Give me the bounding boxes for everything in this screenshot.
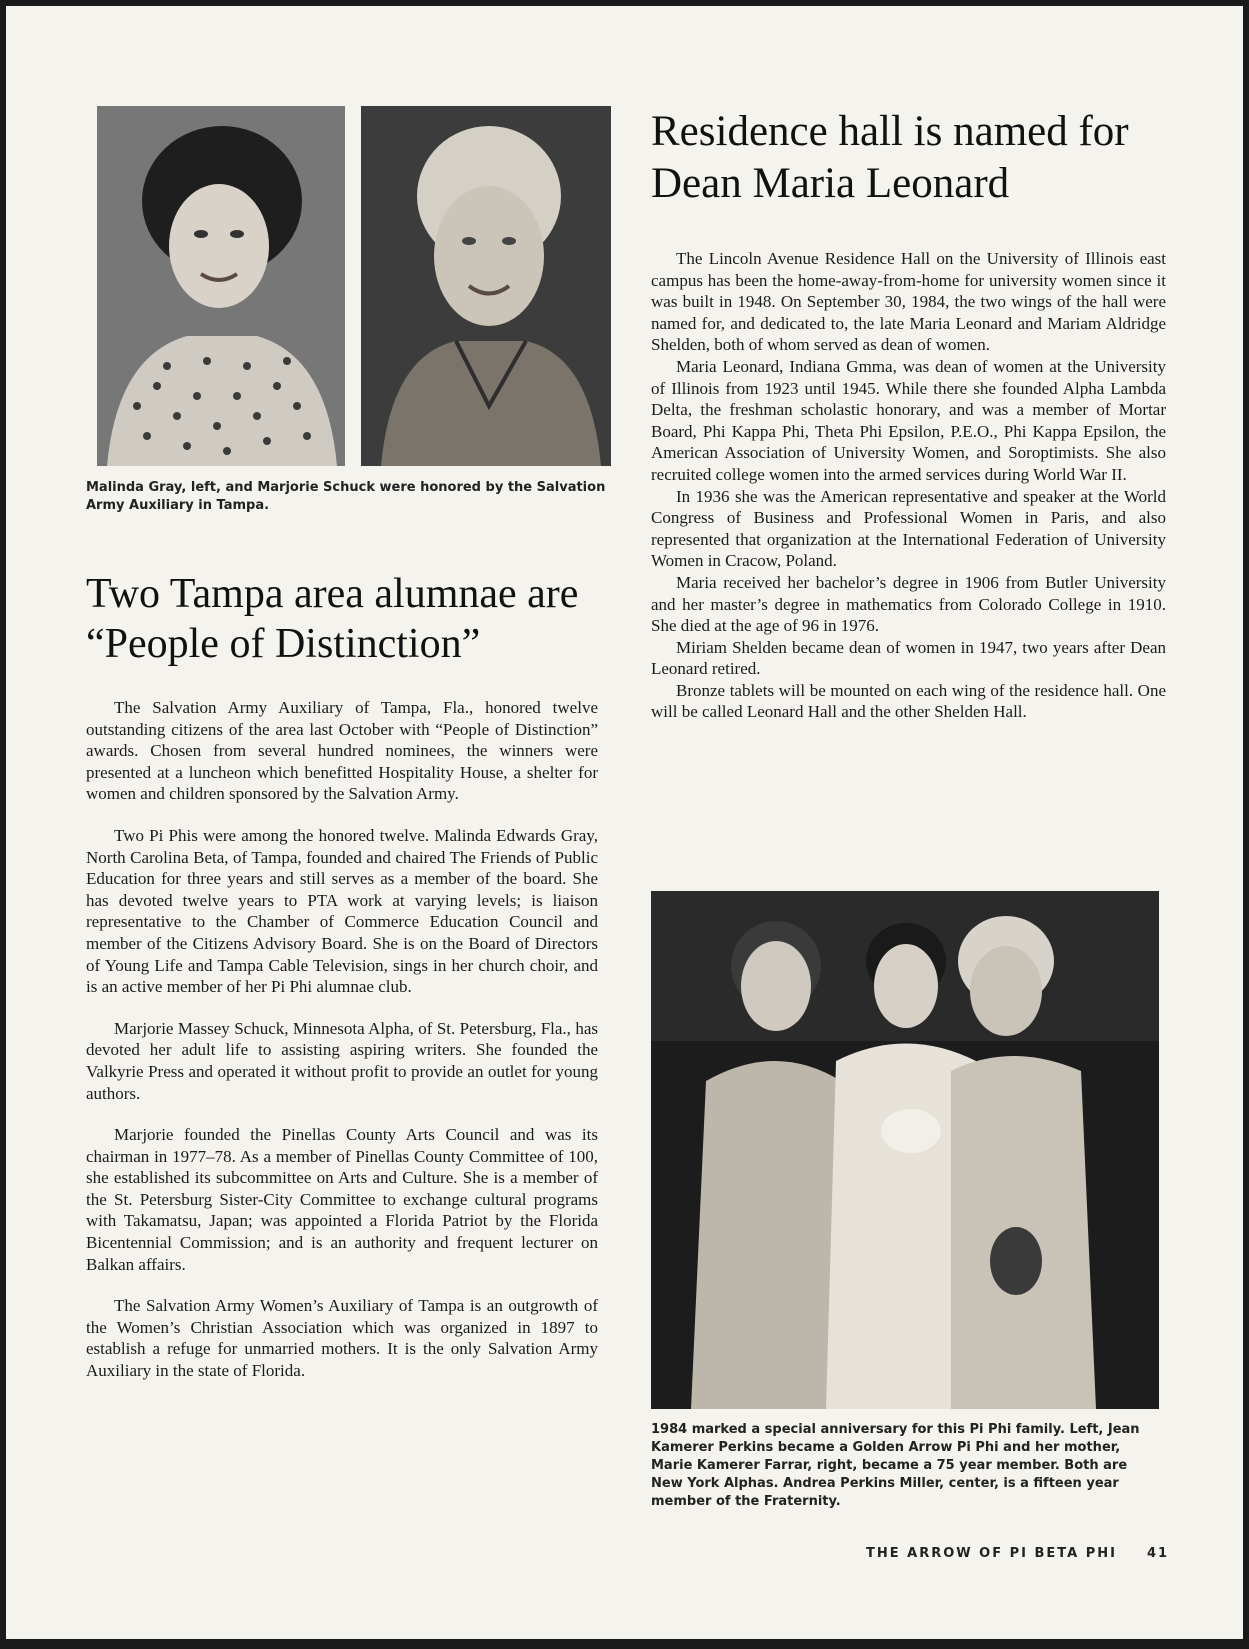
paragraph: Maria Leonard, Indiana Gmma, was dean of women at the University of Illinois from 1923 until 1945. While there she founded Alpha Lambda Delta, the freshman scholastic honorary, and was a member of Mortar Board, Phi Kappa Phi, Theta Phi Epsilon, P.E.O., Phi Kappa Epsilon, the American Association of University Women, and Soroptimists. She also recruited college women into the armed services during World War II.	[651, 356, 1166, 484]
page-footer	[866, 1546, 1169, 1561]
photo-malinda-gray	[97, 106, 345, 466]
paragraph: The Salvation Army Women’s Auxiliary of Tampa is an outgrowth of the Women’s Christian Association which was organized in 1897 to establish a refuge for unmarried mothers. It is the only Salvation Army Auxiliary in the state of Florida.	[86, 1296, 598, 1381]
photo-marjorie-schuck	[361, 106, 611, 466]
portrait-photos	[86, 106, 598, 471]
left-column	[86, 106, 606, 1402]
headline-residence-hall: Residence hall is named for Dean Maria Leonard	[651, 108, 1129, 207]
portrait-photo-caption: Malinda Gray, left, and Marjorie Schuck were honored by the Salvation Army Auxiliary in Tampa.	[86, 480, 606, 513]
family-photo-caption: 1984 marked a special anniversary for this Pi Phi family. Left, Jean Kamerer Perkins became a Golden Arrow Pi Phi and her mother, Marie Kamerer Farrar, right, became a 75 year member. Both are New York Alphas. Andrea Perkins Miller, center, is a fifteen year member of the Fraternity.	[651, 1422, 1140, 1509]
paragraph: In 1936 she was the American representative and speaker at the World Congress of Business and Professional Women in Paris, and also represented that organization at the International Federation of University Women in Cracow, Poland.	[651, 486, 1166, 571]
photo-pi-phi-family	[651, 891, 1159, 1409]
publication-name: THE ARROW OF PI BETA PHI	[866, 1546, 1117, 1561]
page-number: 41	[1146, 1546, 1170, 1561]
paragraph: The Lincoln Avenue Residence Hall on the University of Illinois east campus has been the home-away-from-home for university women since it was built in 1948. On September 30, 1984, the two wings of the hall were named for, and dedicated to, the late Maria Leonard and Mariam Aldridge Shelden, both of whom served as dean of women.	[651, 249, 1166, 355]
paragraph: Marjorie Massey Schuck, Minnesota Alpha, of St. Petersburg, Fla., has devoted her adult life to assisting aspiring writers. She founded the Valkyrie Press and operated it without profit to provide an outlet for young authors.	[86, 1018, 598, 1103]
headline-tampa-alumnae: Two Tampa area alumnae are “People of Distinction”	[86, 571, 579, 667]
paragraph: Bronze tablets will be mounted on each wing of the residence hall. One will be called Leonard Hall and the other Shelden Hall.	[651, 680, 1166, 722]
paragraph: Marjorie founded the Pinellas County Arts Council and was its chairman in 1977–78. As a member of Pinellas County Committee of 100, she established its subcommittee on Arts and Culture. She is a member of the St. Petersburg Sister-City Committee to exchange cultural programs with Takamatsu, Japan; was appointed a Florida Patriot by the Florida Bicentennial Commission; and is an authority and frequent lecturer on Balkan affairs.	[86, 1125, 598, 1274]
paragraph: The Salvation Army Auxiliary of Tampa, Fla., honored twelve outstanding citizens of the area last October with “People of Distinction” awards. Chosen from several hundred nominees, the winners were presented at a luncheon which benefitted Hospitality House, a shelter for women and children sponsored by the Salvation Army.	[86, 698, 598, 804]
right-column	[646, 106, 1166, 723]
paragraph: Maria received her bachelor’s degree in 1906 from Butler University and her master’s degree in mathematics from Colorado College in 1910. She died at the age of 96 in 1976.	[651, 572, 1166, 636]
magazine-page	[6, 6, 1243, 1639]
paragraph: Miriam Shelden became dean of women in 1947, two years after Dean Leonard retired.	[651, 637, 1166, 679]
paragraph: Two Pi Phis were among the honored twelve. Malinda Edwards Gray, North Carolina Beta, of Tampa, founded and chaired The Friends of Public Education for three years and still serves as a member of the board. She has devoted twelve years to PTA work at varying levels; is liaison representative to the Chamber of Commerce Education Council and member of the Citizens Advisory Board. She is on the Board of Directors of Young Life and Tampa Cable Television, sings in her church choir, and is an active member of her Pi Phi alumnae club.	[86, 825, 598, 997]
